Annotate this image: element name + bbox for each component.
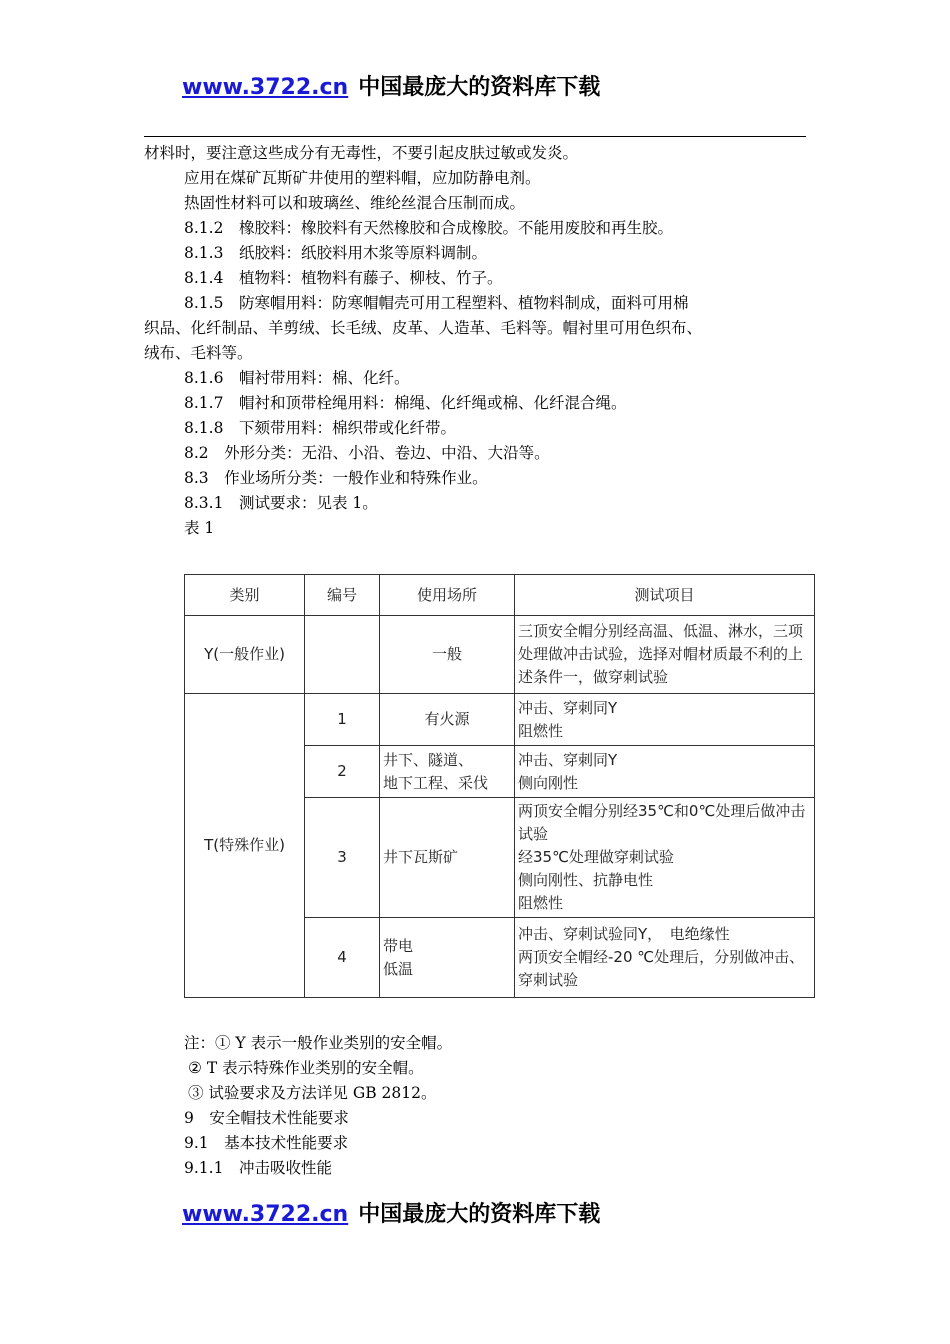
body-line: 8.1.5 防寒帽用料：防寒帽帽壳可用工程塑料、植物料制成，面料可用棉 [184, 294, 689, 312]
cell-place: 一般 [380, 616, 515, 694]
cell-place: 井下、隧道、 地下工程、采伐 [380, 746, 515, 798]
notes-section [144, 1031, 808, 1181]
footer-tagline: 中国最庞大的资料库下载 [358, 1202, 601, 1227]
body-line: 8.1.3 纸胶料：纸胶料用木浆等原料调制。 [184, 244, 487, 262]
cell-number: 4 [305, 918, 380, 998]
page-header [182, 70, 782, 101]
body-line: 8.1.2 橡胶料：橡胶料有天然橡胶和合成橡胶。不能用废胶和再生胶。 [184, 219, 673, 237]
header-rule [144, 136, 806, 137]
header-tagline: 中国最庞大的资料库下载 [358, 75, 601, 100]
col-header-tests: 测试项目 [515, 575, 815, 616]
body-line: 织品、化纤制品、羊剪绒、长毛绒、皮革、人造革、毛料等。帽衬里可用色织布、 [144, 319, 703, 337]
note-line: ③ 试验要求及方法详见 GB 2812。 [188, 1084, 437, 1102]
cell-category: Y(一般作业) [185, 616, 305, 694]
section-heading: 9.1 基本技术性能要求 [184, 1134, 349, 1152]
body-line: 8.3 作业场所分类：一般作业和特殊作业。 [184, 469, 488, 487]
table-1 [184, 574, 814, 991]
body-line: 材料时，要注意这些成分有无毒性，不要引起皮肤过敏或发炎。 [144, 144, 579, 162]
table-caption: 表 1 [184, 519, 215, 537]
body-line: 8.1.6 帽衬带用料：棉、化纤。 [184, 369, 410, 387]
body-line: 应用在煤矿瓦斯矿井使用的塑料帽，应加防静电剂。 [184, 169, 541, 187]
table-header-row [185, 575, 815, 616]
site-link[interactable]: www.3722.cn [182, 1202, 349, 1227]
body-line: 8.1.4 植物料：植物料有藤子、柳枝、竹子。 [184, 269, 503, 287]
cell-tests: 冲击、穿刺试验同Y， 电绝缘性 两顶安全帽经-20 ℃处理后，分别做冲击、穿刺试验 [515, 918, 815, 998]
cell-place: 井下瓦斯矿 [380, 798, 515, 918]
body-line: 8.3.1 测试要求：见表 1。 [184, 494, 378, 512]
cell-tests: 冲击、穿刺同Y 阻燃性 [515, 694, 815, 746]
table-row [185, 616, 815, 694]
col-header-place: 使用场所 [380, 575, 515, 616]
body-line: 8.1.7 帽衬和顶带栓绳用料：棉绳、化纤绳或棉、化纤混合绳。 [184, 394, 627, 412]
body-line: 热固性材料可以和玻璃丝、维纶丝混合压制而成。 [184, 194, 526, 212]
section-heading: 9 安全帽技术性能要求 [184, 1109, 349, 1127]
document-body [144, 141, 808, 541]
cell-place: 带电 低温 [380, 918, 515, 998]
col-header-number: 编号 [305, 575, 380, 616]
table-row [185, 694, 815, 746]
section-heading: 9.1.1 冲击吸收性能 [184, 1159, 332, 1177]
site-link[interactable]: www.3722.cn [182, 75, 349, 100]
note-line: 注：① Y 表示一般作业类别的安全帽。 [184, 1034, 453, 1052]
col-header-category: 类别 [185, 575, 305, 616]
body-line: 8.1.8 下颏带用料：棉织带或化纤带。 [184, 419, 456, 437]
test-requirements-table [184, 574, 815, 998]
body-line: 8.2 外形分类：无沿、小沿、卷边、中沿、大沿等。 [184, 444, 550, 462]
cell-place: 有火源 [380, 694, 515, 746]
cell-category: T(特殊作业) [185, 694, 305, 998]
note-line: ② T 表示特殊作业类别的安全帽。 [188, 1059, 424, 1077]
cell-number: 3 [305, 798, 380, 918]
cell-number [305, 616, 380, 694]
cell-number: 2 [305, 746, 380, 798]
cell-tests: 两顶安全帽分别经35℃和0℃处理后做冲击试验 经35℃处理做穿刺试验 侧向刚性、抗静电性 阻燃性 [515, 798, 815, 918]
body-line: 绒布、毛料等。 [144, 344, 253, 362]
page-footer [182, 1197, 782, 1228]
cell-tests: 冲击、穿刺同Y 侧向刚性 [515, 746, 815, 798]
cell-tests: 三顶安全帽分别经高温、低温、淋水，三项处理做冲击试验，选择对帽材质最不利的上述条件一，做穿刺试验 [515, 616, 815, 694]
cell-number: 1 [305, 694, 380, 746]
